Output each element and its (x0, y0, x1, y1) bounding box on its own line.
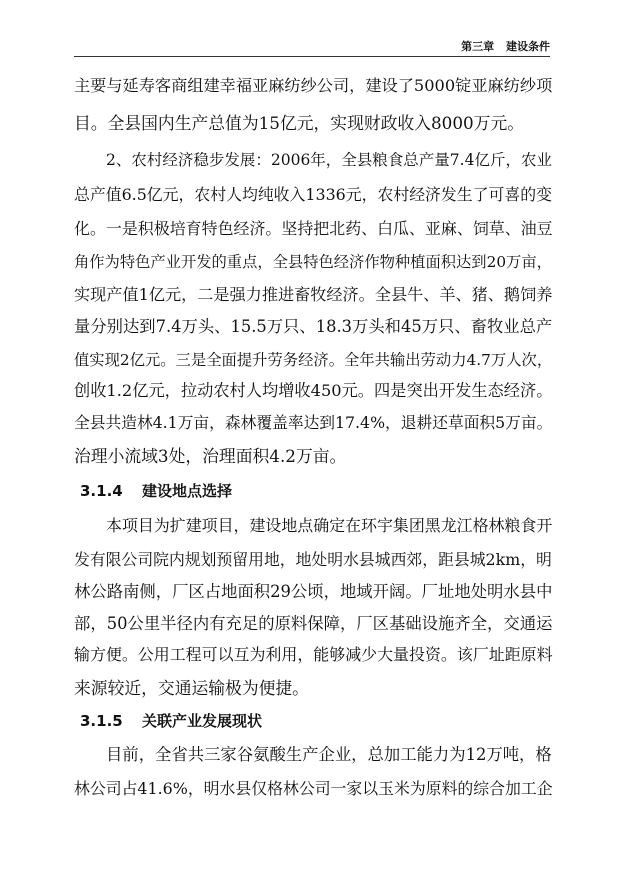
page-header (74, 38, 550, 57)
section-number: 3.1.5 (80, 712, 123, 730)
section-heading-3-1-4 (80, 481, 232, 501)
body-line: 治理小流域3处，治理面积4.2万亩。 (74, 446, 347, 466)
body-line: 创收1.2亿元，拉动农村人均增收450元。四是突出开发生态经济。 (74, 381, 553, 400)
body-line: 角作为特色产业开发的重点，全县特色经济作物种植面积达到20万亩， (74, 253, 552, 271)
body-line: 实现产值1亿元，二是强力推进畜牧经济。全县牛、羊、猪、鹅饲养 (74, 285, 553, 304)
body-line: 林公路南侧，厂区占地面积29公顷，地域开阔。厂址地处明水县中 (74, 582, 553, 601)
chapter-title: 建设条件 (506, 40, 550, 53)
body-line: 林公司占41.6%，明水县仅格林公司一家以玉米为原料的综合加工企 (74, 779, 553, 798)
body-line: 量分别达到7.4万头、15.5万只、18.3万头和45万只、畜牧业总产 (74, 317, 553, 336)
body-line: 目。全县国内生产总值为15亿元，实现财政收入8000万元。 (74, 113, 525, 133)
body-line: 主要与延寿客商组建幸福亚麻纺纱公司，建设了5000锭亚麻纺纱项 (74, 76, 553, 95)
body-line: 输方便。公用工程可以互为利用，能够减少大量投资。该厂址距原料 (74, 645, 553, 664)
body-line: 目前，全省共三家谷氨酸生产企业，总加工能力为12万吨，格 (106, 745, 552, 764)
body-line: 全县共造林4.1万亩，森林覆盖率达到17.4%，退耕还草面积5万亩。 (74, 413, 553, 432)
section-title: 建设地点选择 (142, 482, 233, 500)
body-line: 化。一是积极培育特色经济。坚持把北药、白瓜、亚麻、饲草、油豆 (74, 219, 553, 238)
body-line: 部，50公里半径内有充足的原料保障，厂区基础设施齐全，交通运 (74, 614, 553, 633)
section-title: 关联产业发展现状 (142, 712, 263, 730)
section-number: 3.1.4 (80, 482, 123, 500)
chapter-label: 第三章 (461, 40, 495, 53)
body-line: 2、农村经济稳步发展：2006年，全县粮食总产量7.4亿斤，农业 (106, 151, 552, 169)
body-line: 来源较近，交通运输极为便捷。 (74, 678, 309, 698)
body-line: 发有限公司院内规划预留用地，地处明水县城西郊，距县城2km，明 (74, 550, 552, 569)
section-heading-3-1-5 (80, 711, 262, 731)
body-line: 总产值6.5亿元，农村人均纯收入1336元，农村经济发生了可喜的变 (74, 185, 552, 204)
body-line: 值实现2亿元。三是全面提升劳务经济。全年共输出劳动力4.7万人次， (74, 351, 553, 369)
body-line: 本项目为扩建项目，建设地点确定在环宇集团黑龙江格林粮食开 (106, 516, 553, 535)
